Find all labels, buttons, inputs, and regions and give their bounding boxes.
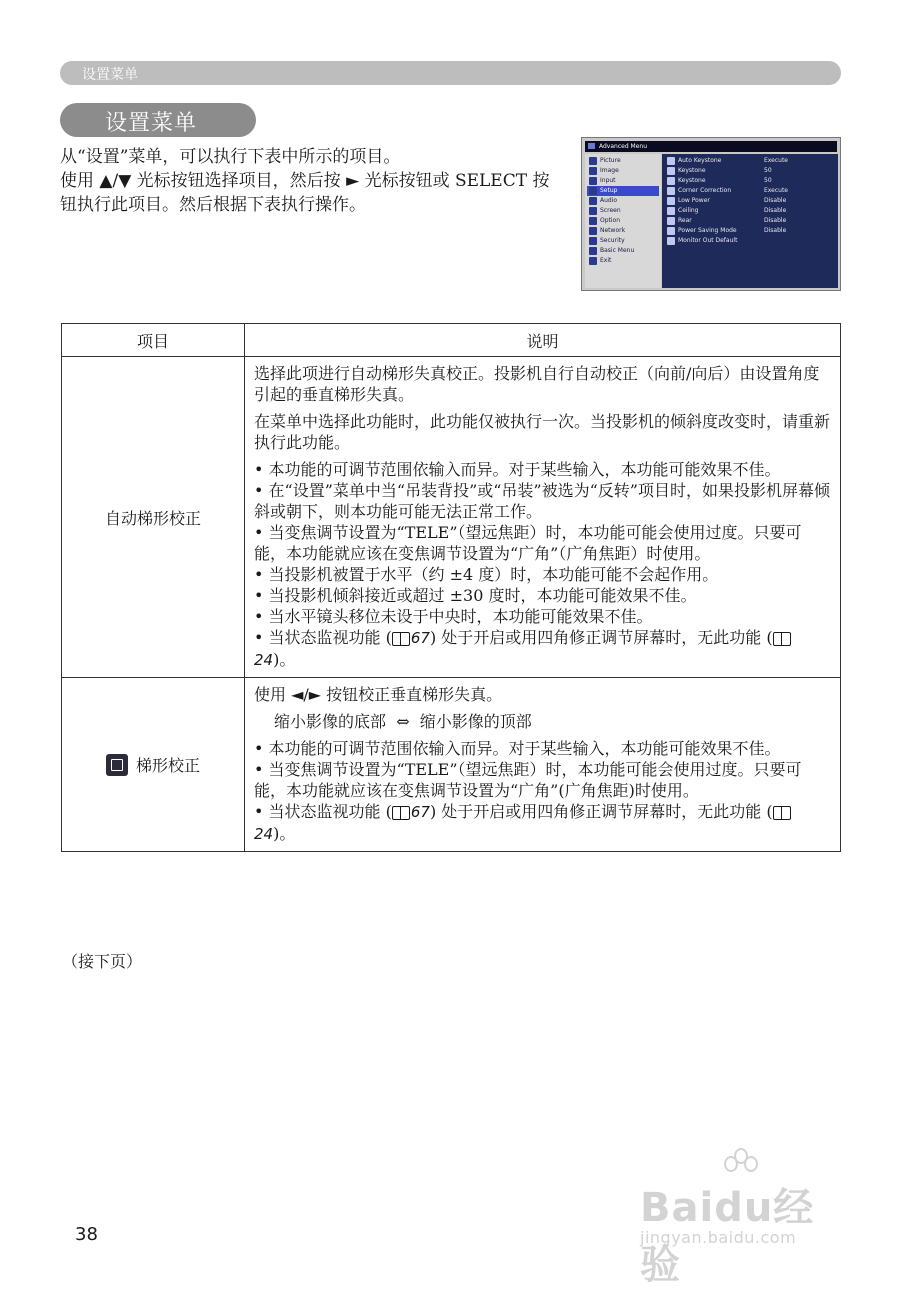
desc-bullet-with-refs — [254, 627, 832, 671]
page-reference[interactable]: 67 — [410, 629, 430, 647]
keystone-icon — [667, 177, 675, 185]
menu-right-column — [662, 154, 838, 288]
image-icon — [589, 167, 597, 175]
setup-item-label: Keystone — [678, 167, 706, 174]
bullet-text: • 当状态监视功能 ( — [254, 628, 392, 647]
menu-item-label: Security — [600, 237, 625, 244]
menu-item-input — [587, 176, 659, 186]
input-icon — [589, 177, 597, 185]
desc-bullet: • 本功能的可调节范围依输入而异。对于某些输入，本功能可能效果不佳。 — [254, 739, 781, 758]
picture-icon — [589, 157, 597, 165]
setup-item-value: Disable — [764, 217, 787, 224]
setup-item-power-saving — [666, 226, 836, 236]
rear-icon — [667, 217, 675, 225]
page-title — [60, 103, 256, 137]
menu-item-label: Option — [600, 217, 621, 224]
menu-item-label: Input — [600, 177, 616, 184]
setup-item-value: 50 — [764, 177, 772, 184]
page-reference[interactable]: 67 — [410, 803, 430, 821]
description-auto-keystone — [245, 357, 841, 678]
menu-item-label: Network — [600, 227, 626, 234]
option-icon — [589, 217, 597, 225]
desc-paragraph: 在菜单中选择此功能时，此功能仅被执行一次。当投影机的倾斜度改变时，请重新执行此功能。 — [254, 412, 831, 452]
menu-item-option — [587, 216, 659, 226]
setup-item-value: Disable — [764, 227, 787, 234]
section-header-label: 设置菜单 — [82, 67, 138, 83]
setup-item-label: Power Saving Mode — [678, 227, 737, 234]
network-icon — [589, 227, 597, 235]
setup-item-auto-keystone — [666, 156, 836, 166]
menu-item-network — [587, 226, 659, 236]
desc-bullet: • 当水平镜头移位未设于中央时，本功能可能效果不佳。 — [254, 607, 653, 626]
menu-title: Advanced Menu — [599, 143, 648, 150]
exit-icon — [589, 257, 597, 265]
book-icon — [773, 631, 791, 645]
menu-item-label: Audio — [600, 197, 618, 204]
low-power-icon — [667, 197, 675, 205]
setup-item-label: Monitor Out Default — [678, 237, 738, 244]
book-icon — [392, 631, 410, 645]
continued-note: （接下页） — [62, 952, 143, 971]
item-auto-keystone: 自动梯形校正 — [62, 357, 245, 678]
menu-screenshot — [581, 137, 841, 291]
desc-bullet: • 当投影机被置于水平（约 ±4 度）时，本功能可能不会起作用。 — [254, 565, 719, 584]
adjust-left-text: 缩小影像的底部 — [274, 712, 387, 731]
monitor-out-icon — [667, 237, 675, 245]
adjust-right-text: 缩小影像的顶部 — [419, 712, 532, 731]
menu-item-label: Setup — [600, 187, 618, 194]
page-number: 38 — [75, 1224, 98, 1245]
setup-item-label: Low Power — [678, 197, 710, 204]
menu-item-basic-menu — [587, 246, 659, 256]
setup-icon — [589, 187, 597, 195]
bullet-text: )。 — [273, 650, 296, 669]
audio-icon — [589, 197, 597, 205]
menu-item-screen — [587, 206, 659, 216]
book-icon — [773, 805, 791, 819]
setup-item-value: Disable — [764, 197, 787, 204]
setup-item-keystone-h — [666, 176, 836, 186]
desc-bullet: • 当投影机倾斜接近或超过 ±30 度时，本功能可能效果不佳。 — [254, 586, 697, 605]
desc-paragraph: 选择此项进行自动梯形失真校正。投影机自行自动校正（向前/向后）由设置角度引起的垂直梯形失真。 — [254, 364, 820, 404]
bullet-text: • 当状态监视功能 ( — [254, 802, 392, 821]
setup-item-label: Auto Keystone — [678, 157, 722, 164]
setup-item-rear — [666, 216, 836, 226]
description-keystone — [245, 678, 841, 852]
menu-item-label: Exit — [600, 257, 612, 264]
setup-item-label: Keystone — [678, 177, 706, 184]
column-header-item: 项目 — [62, 324, 245, 357]
desc-bullet-with-refs — [254, 801, 832, 845]
ceiling-icon — [667, 207, 675, 215]
column-header-description: 说明 — [245, 324, 841, 357]
page-reference[interactable]: 24 — [254, 651, 274, 669]
setup-item-low-power — [666, 196, 836, 206]
menu-item-label: Basic Menu — [600, 247, 635, 254]
setup-item-keystone-v — [666, 166, 836, 176]
setup-items-table — [61, 323, 841, 852]
menu-item-label: Picture — [600, 157, 621, 164]
double-arrow-icon: ⇔ — [396, 712, 410, 731]
menu-title-bar — [585, 141, 837, 152]
setup-item-value: 50 — [764, 167, 772, 174]
desc-adjust-range — [254, 711, 832, 732]
desc-bullet: • 当变焦调节设置为“TELE”（望远焦距）时，本功能可能会使用过度。只要可能，本功能就应该在变焦调节设置为“广角”（广角焦距）时使用。 — [254, 523, 802, 563]
intro-text — [60, 145, 560, 217]
setup-item-value: Execute — [764, 187, 788, 194]
page-reference[interactable]: 24 — [254, 825, 274, 843]
setup-item-label: Corner Correction — [678, 187, 732, 194]
item-keystone-label: 梯形校正 — [135, 756, 200, 775]
watermark-brand: Baidu经验 — [640, 1185, 815, 1288]
watermark — [640, 1148, 850, 1288]
setup-item-label: Rear — [678, 217, 692, 224]
bullet-text: ) 处于开启或用四角修正调节屏幕时，无此功能 ( — [429, 628, 773, 647]
menu-item-image — [587, 166, 659, 176]
power-saving-icon — [667, 227, 675, 235]
book-icon — [392, 805, 410, 819]
screen-icon — [589, 207, 597, 215]
item-keystone — [62, 678, 245, 852]
menu-left-column — [585, 154, 661, 288]
watermark-url: jingyan.baidu.com — [640, 1228, 797, 1247]
setup-item-label: Ceiling — [678, 207, 699, 214]
page-title-text: 设置菜单 — [105, 111, 198, 136]
menu-item-exit — [587, 256, 659, 266]
setup-item-value: Disable — [764, 207, 787, 214]
desc-paragraph: 使用 ◄/► 按钮校正垂直梯形失真。 — [254, 685, 503, 704]
table-row-keystone — [62, 678, 841, 852]
basic-menu-icon — [589, 247, 597, 255]
bullet-text: ) 处于开启或用四角修正调节屏幕时，无此功能 ( — [429, 802, 773, 821]
menu-item-audio — [587, 196, 659, 206]
menu-item-label: Image — [600, 167, 619, 174]
auto-keystone-icon — [667, 157, 675, 165]
keystone-icon — [106, 754, 128, 776]
desc-bullet: • 当变焦调节设置为“TELE”（望远焦距）时，本功能可能会使用过度。只要可能，本功能就应该在变焦调节设置为“广角”(广角焦距)时使用。 — [254, 760, 802, 800]
keystone-icon — [667, 167, 675, 175]
intro-line-2: 使用 ▲/▼ 光标按钮选择项目，然后按 ► 光标按钮或 SELECT 按钮执行此项目。然后根据下表执行操作。 — [60, 171, 550, 215]
shield-icon — [589, 237, 597, 245]
corner-correction-icon — [667, 187, 675, 195]
bullet-text: )。 — [273, 824, 296, 843]
setup-item-value: Execute — [764, 157, 788, 164]
menu-item-security — [587, 236, 659, 246]
setup-item-ceiling — [666, 206, 836, 216]
menu-item-setup — [587, 186, 659, 196]
desc-bullet: • 本功能的可调节范围依输入而异。对于某些输入，本功能可能效果不佳。 — [254, 460, 781, 479]
section-header-bar — [60, 61, 841, 85]
intro-line-1: 从“设置”菜单，可以执行下表中所示的项目。 — [60, 147, 401, 167]
menu-item-picture — [587, 156, 659, 166]
desc-bullet: • 在“设置”菜单中当“吊装背投”或“吊装”被选为“反转”项目时，如果投影机屏幕倾斜或朝下，则本功能可能无法正常工作。 — [254, 481, 830, 521]
table-row-auto-keystone — [62, 357, 841, 678]
menu-logo-icon — [588, 143, 595, 149]
menu-item-label: Screen — [600, 207, 621, 214]
table-header-row — [62, 324, 841, 357]
setup-item-monitor-out — [666, 236, 836, 246]
setup-item-corner-correction — [666, 186, 836, 196]
